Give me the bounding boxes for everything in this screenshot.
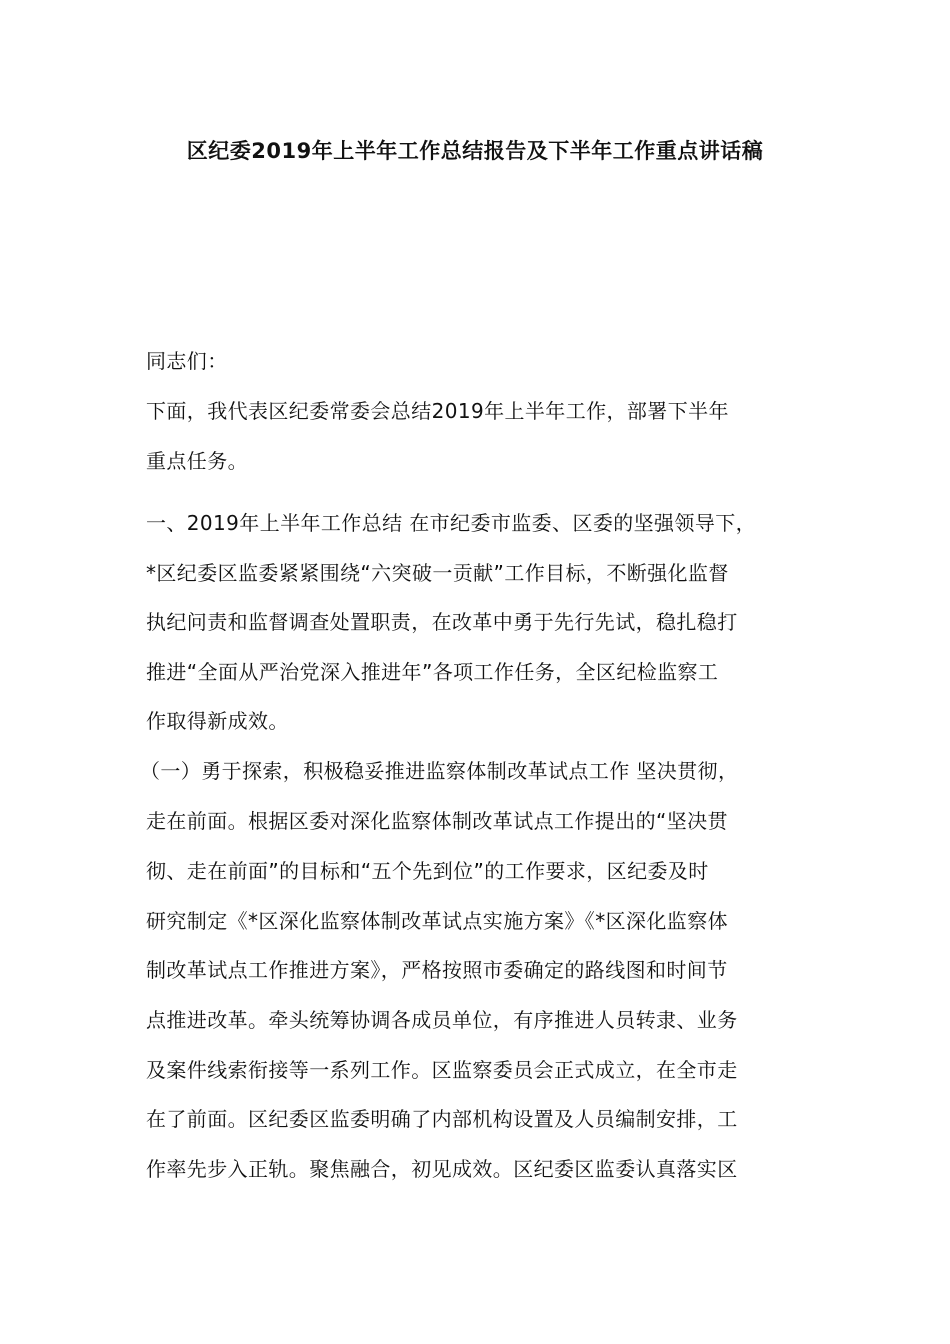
body-line: 点推进改革。牵头统筹协调各成员单位，有序推进人员转隶、业务	[146, 1008, 738, 1032]
body-line: 及案件线索衔接等一系列工作。区监察委员会正式成立，在全市走	[146, 1058, 738, 1082]
body-line: *区纪委区监委紧紧围绕“六突破一贡献”工作目标，不断强化监督	[146, 561, 729, 585]
body-line: 彻、走在前面”的目标和“五个先到位”的工作要求，区纪委及时	[146, 859, 709, 883]
subsection-heading-line: （一）勇于探索，积极稳妥推进监察体制改革试点工作 坚决贯彻，	[140, 759, 739, 783]
body-line: 下面，我代表区纪委常委会总结2019年上半年工作，部署下半年	[146, 399, 729, 423]
body-line: 制改革试点工作推进方案》，严格按照市委确定的路线图和时间节	[146, 958, 728, 982]
body-line: 研究制定《*区深化监察体制改革试点实施方案》《*区深化监察体	[146, 909, 728, 933]
body-line: 重点任务。	[146, 449, 248, 473]
salutation: 同志们：	[146, 349, 228, 373]
section-heading-line: 一、2019年上半年工作总结 在市纪委市监委、区委的坚强领导下，	[146, 511, 757, 535]
document-title: 区纪委2019年上半年工作总结报告及下半年工作重点讲话稿	[186, 139, 764, 163]
body-line: 执纪问责和监督调查处置职责，在改革中勇于先行先试，稳扎稳打	[146, 610, 738, 634]
body-line: 作率先步入正轨。聚焦融合，初见成效。区纪委区监委认真落实区	[146, 1157, 738, 1181]
body-line: 在了前面。区纪委区监委明确了内部机构设置及人员编制安排，工	[146, 1107, 738, 1131]
body-line: 走在前面。根据区委对深化监察体制改革试点工作提出的“坚决贯	[146, 809, 728, 833]
body-line: 推进“全面从严治党深入推进年”各项工作任务，全区纪检监察工	[146, 660, 719, 684]
body-line: 作取得新成效。	[146, 709, 289, 733]
